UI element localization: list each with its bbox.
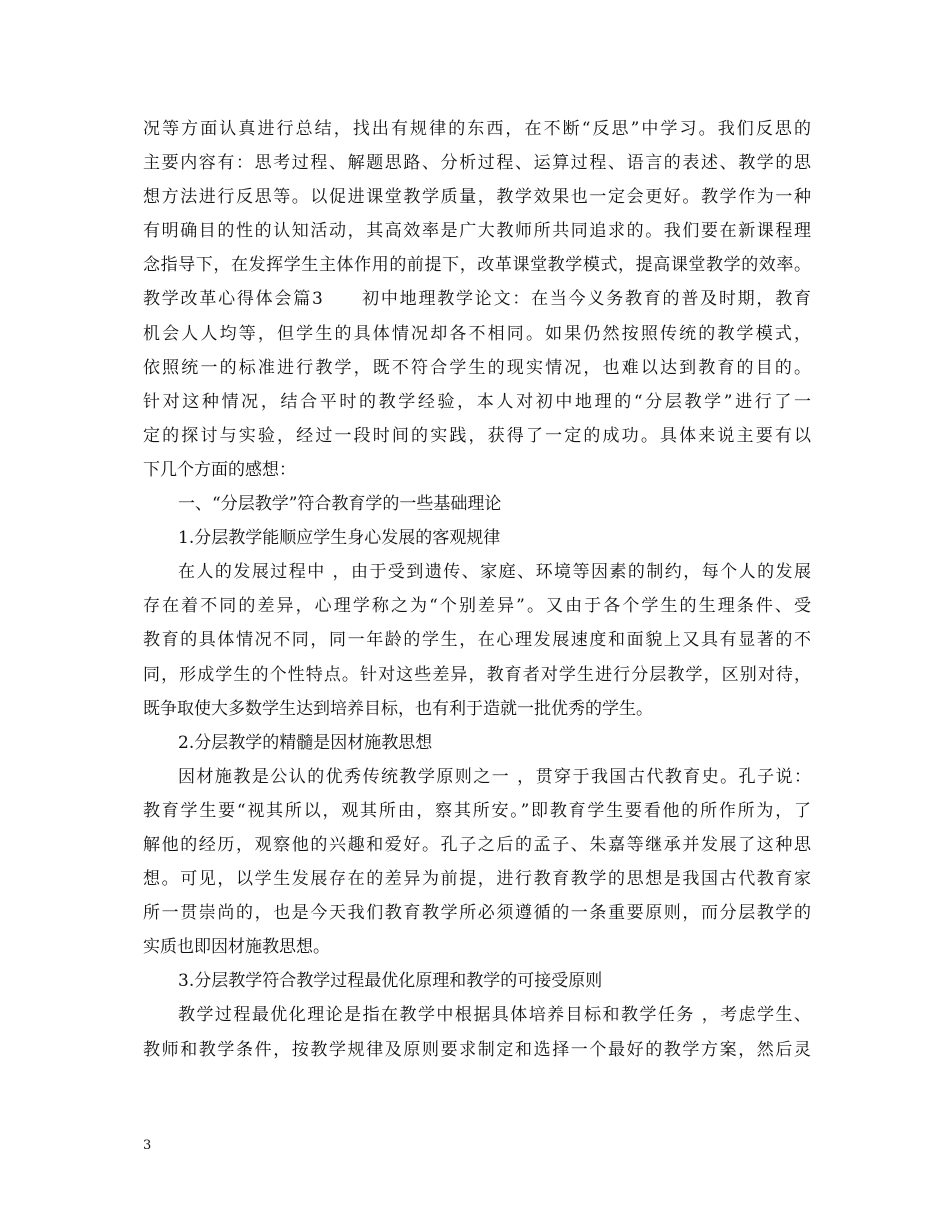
text-line: 解他的经历，观察他的兴趣和爱好。孔子之后的孟子、朱嘉等继承并发展了这种思 (143, 834, 811, 855)
text-line: 依照统一的标准进行教学，既不符合学生的现实情况，也难以达到教育的目的。 (143, 357, 811, 378)
text-line: 一、“分层教学”符合教育学的一些基础理论 (178, 494, 502, 515)
text-line: 既争取使大多数学生达到培养目标，也有利于造就一批优秀的学生。 (143, 698, 653, 719)
text-line: 念指导下，在发挥学生主体作用的前提下，改革课堂教学模式，提高课堂教学的效率。 (143, 255, 811, 276)
text-line: 教学改革心得体会篇3 初中地理教学论文：在当今义务教育的普及时期，教育 (143, 289, 811, 310)
text-line: 想方法进行反思等。以促进课堂教学质量，教学效果也一定会更好。教学作为一种 (143, 187, 811, 208)
text-line: 定的探讨与实验，经过一段时间的实践，获得了一定的成功。具体来说主要有以 (143, 425, 811, 446)
text-line: 想。可见，以学生发展存在的差异为前提，进行教育教学的思想是我国古代教育家 (143, 869, 811, 890)
text-line: 教育的具体情况不同，同一年龄的学生，在心理发展速度和面貌上又具有显著的不 (143, 630, 811, 651)
text-line: 3.分层教学符合教学过程最优化原理和教学的可接受原则 (178, 971, 603, 992)
text-line: 同，形成学生的个性特点。针对这些差异，教育者对学生进行分层教学，区别对待， (143, 664, 811, 685)
text-line: 实质也即因材施教思想。 (143, 937, 330, 958)
text-line: 因材施教是公认的优秀传统教学原则之一 ，贯穿于我国古代教育史。孔子说： (178, 766, 811, 787)
text-line: 主要内容有：思考过程、解题思路、分析过程、运算过程、语言的表述、教学的思 (143, 153, 811, 174)
text-line: 况等方面认真进行总结，找出有规律的东西，在不断“反思”中学习。我们反思的 (143, 119, 811, 139)
text-line: 针对这种情况，结合平时的教学经验，本人对初中地理的“分层教学”进行了一 (143, 391, 811, 412)
page-number: 3 (143, 1138, 152, 1153)
text-line: 有明确目的性的认知活动，其高效率是广大教师所共同追求的。我们要在新课程理 (143, 221, 811, 242)
text-line: 机会人人均等，但学生的具体情况却各不相同。如果仍然按照传统的教学模式， (143, 323, 811, 344)
text-line: 所一贯崇尚的，也是今天我们教育教学所必须遵循的一条重要原则，而分层教学的 (143, 903, 811, 924)
text-line: 2.分层教学的精髓是因材施教思想 (178, 732, 433, 753)
text-line: 存在着不同的差异，心理学称之为“个别差异”。又由于各个学生的生理条件、受 (143, 596, 811, 617)
text-line: 教学过程最优化理论是指在教学中根据具体培养目标和教学任务 ，考虑学生、 (178, 1005, 811, 1026)
text-line: 在人的发展过程中 ，由于受到遗传、家庭、环境等因素的制约，每个人的发展 (178, 562, 811, 583)
text-line: 教师和教学条件，按教学规律及原则要求制定和选择一个最好的教学方案，然后灵 (143, 1039, 811, 1060)
document-body (143, 112, 811, 1067)
text-line: 1.分层教学能顺应学生身心发展的客观规律 (178, 528, 501, 549)
text-line: 下几个方面的感想： (143, 459, 296, 480)
text-line: 教育学生要“视其所以，观其所由，察其所安。”即教育学生要看他的所作所为，了 (143, 800, 811, 821)
